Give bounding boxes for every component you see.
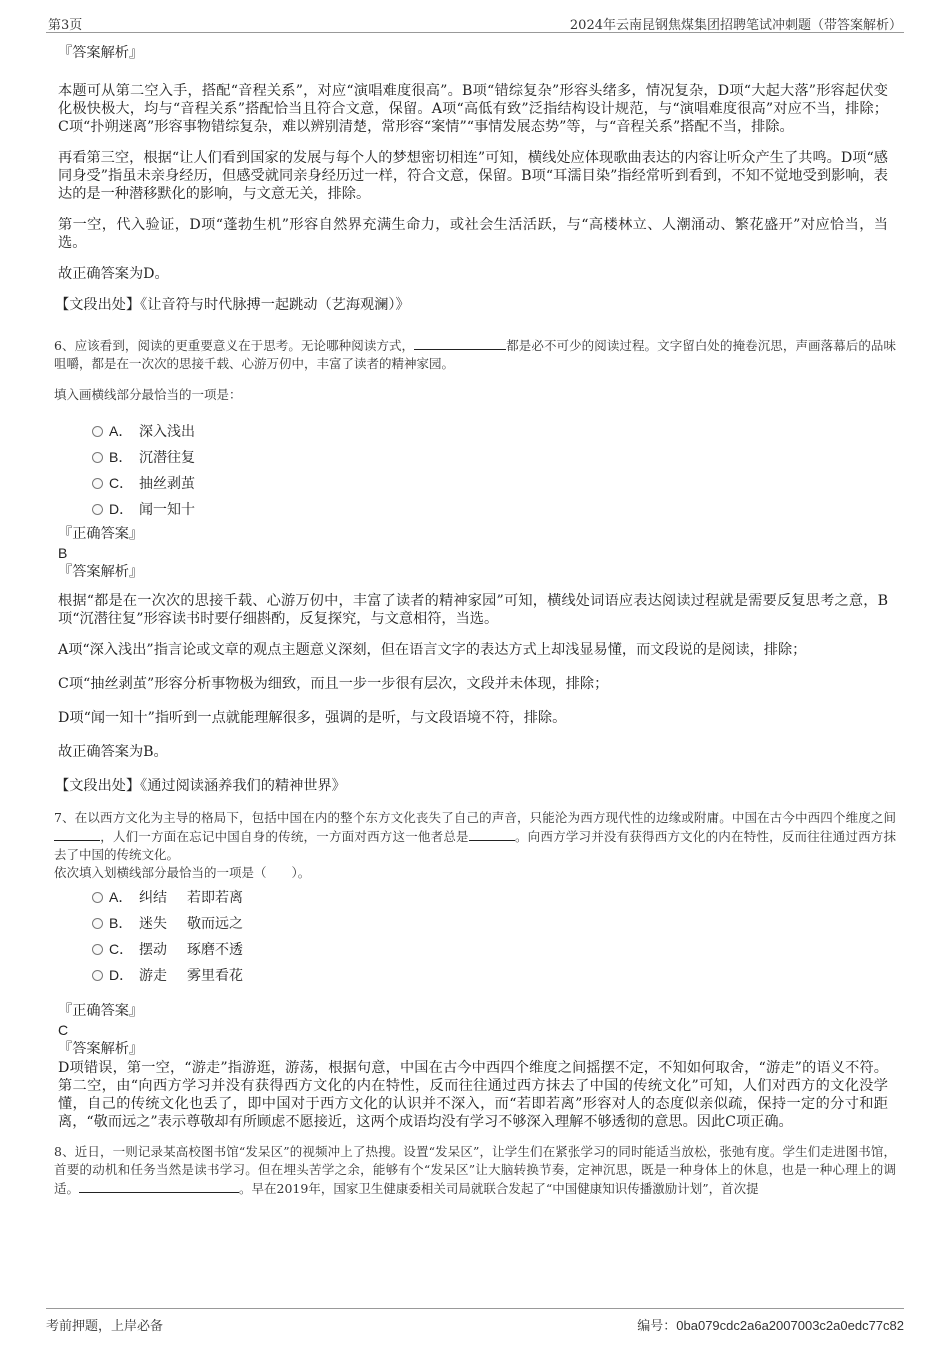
q6-correct-label: 『正确答案』 xyxy=(58,526,144,542)
q7-option-b[interactable]: B． 迷失 敬而远之 xyxy=(54,910,896,936)
radio-button[interactable] xyxy=(92,478,103,489)
q5-answer-statement: 故正确答案为D。 xyxy=(58,266,169,282)
q7-option-c[interactable]: C． 摆动 琢磨不透 xyxy=(54,936,896,962)
q6-options xyxy=(54,418,896,522)
q6-correct-answer: B xyxy=(58,545,68,561)
radio-button[interactable] xyxy=(92,944,103,955)
q7-correct-answer: C xyxy=(58,1022,69,1038)
q6-option-d[interactable]: D． 闻一知十 xyxy=(54,496,896,522)
q6-stem: 6、应该看到，阅读的更重要意义在于思考。无论哪种阅读方式， 都是必不可少的阅读过程。文字留白处的掩卷沉思，声画落幕后的品味咀嚼，都是在一次次的思接千载、心游万仞中，丰富了读者的精神家园。 xyxy=(54,338,896,371)
page-footer xyxy=(46,1308,904,1333)
radio-button[interactable] xyxy=(92,426,103,437)
q7-prompt: 依次填入划横线部分最恰当的一项是（ ）。 xyxy=(54,865,311,880)
radio-button[interactable] xyxy=(92,504,103,515)
q6-answer-statement: 故正确答案为B。 xyxy=(58,744,168,760)
radio-button[interactable] xyxy=(92,452,103,463)
q5-analysis-paragraph: 第一空，代入验证，D项“蓬勃生机”形容自然界充满生命力，或社会生活活跃，与“高楼林立、人潮涌动、繁花盛开”对应恰当，当选。 xyxy=(58,217,888,251)
q6-analysis-paragraph: D项“闻一知十”指听到一点就能理解很多，强调的是听，与文段语境不符，排除。 xyxy=(58,710,567,726)
q7-analysis-paragraph: D项错误，第一空，“游走”指游逛，游荡，根据句意，中国在古今中西四个维度之间摇摆不定，不知如何取舍，“游走”的语义不符。第二空，由“向西方学习并没有获得西方文化的内在特性，反而往往通过西方抹去了中国的传统文化”可知，人们对西方的文化没学懂，自己的传统文化也丢了，即中国对于西方文化的认识并不深入，而“若即若离”形容对人的态度似亲似疏，保持一定的分寸和距离，“敬而远之”表示尊敬却有所顾虑不愿接近，这两个成语均没有学习不够深入理解不够透彻的意思。因此C项正确。 xyxy=(58,1060,888,1130)
question-6 xyxy=(54,336,896,522)
question-7 xyxy=(54,809,896,988)
q7-option-a[interactable]: A． 纠结 若即若离 xyxy=(54,884,896,910)
q6-option-a[interactable]: A． 深入浅出 xyxy=(54,418,896,444)
q6-source: 【文段出处】《通过阅读涵养我们的精神世界》 xyxy=(55,778,346,794)
q5-analysis-label: 『答案解析』 xyxy=(58,45,144,61)
document-title: 2024年云南昆钢焦煤集团招聘笔试冲刺题（带答案解析） xyxy=(569,18,902,33)
fill-blank xyxy=(414,336,506,350)
q5-analysis-paragraph: 本题可从第二空入手，搭配“音程关系”，对应“演唱难度很高”。B项“错综复杂”形容头绪多，情况复杂，D项“大起大落”形容起伏变化极快极大，均与“音程关系”搭配恰当且符合文意，保留。A项“高低有致”泛指结构设计规范，与“演唱难度很高”对应不当，排除；C项“扑朔迷离”形容事物错综复杂，难以辨别清楚，常形容“案情”“事情发展态势”等，与“音程关系”搭配不当，排除。 xyxy=(58,83,888,135)
question-8 xyxy=(54,1143,896,1198)
fill-blank xyxy=(79,1179,239,1193)
fill-blank xyxy=(469,827,515,841)
q6-analysis-paragraph: C项“抽丝剥茧”形容分析事物极为细致，而且一步一步很有层次，文段并未体现，排除； xyxy=(58,676,609,692)
q6-analysis-paragraph: 根据“都是在一次次的思接千载、心游万仞中，丰富了读者的精神家园”可知，横线处词语应表达阅读过程就是需要反复思考之意，B项“沉潜往复”形容读书时要仔细斟酌，反复探究，与文意相符，当选。 xyxy=(58,593,888,627)
q6-option-b[interactable]: B． 沉潜往复 xyxy=(54,444,896,470)
radio-button[interactable] xyxy=(92,970,103,981)
q6-prompt: 填入画横线部分最恰当的一项是： xyxy=(54,387,242,402)
footer-slogan: 考前押题，上岸必备 xyxy=(46,1319,164,1334)
q5-source: 【文段出处】《让音符与时代脉搏一起跳动（艺海观澜）》 xyxy=(55,297,410,313)
radio-button[interactable] xyxy=(92,918,103,929)
radio-button[interactable] xyxy=(92,892,103,903)
q6-analysis-label: 『答案解析』 xyxy=(58,564,144,580)
q7-options xyxy=(54,884,896,988)
page-header xyxy=(46,12,904,33)
q7-correct-label: 『正确答案』 xyxy=(58,1003,144,1019)
q8-stem: 8、近日，一则记录某高校图书馆“发呆区”的视频冲上了热搜。设置“发呆区”，让学生们在紧张学习的同时能适当放松，张弛有度。学生们走进图书馆，首要的动机和任务当然是读书学习。但在埋头苦学之余，能够有个“发呆区”让大脑转换节奏，定神沉思，既是一种身体上的休息，也是一种心理上的调适。 。早在2019年，国家卫生健康委相关司局就联合发起了“中国健康知识传播激励计划”，首次提 xyxy=(54,1144,896,1196)
q7-option-d[interactable]: D． 游走 雾里看花 xyxy=(54,962,896,988)
q6-option-c[interactable]: C． 抽丝剥茧 xyxy=(54,470,896,496)
page-number: 第3页 xyxy=(48,18,83,33)
q7-analysis-label: 『答案解析』 xyxy=(58,1041,144,1057)
document-code: 编号：0ba079cdc2a6a2007003c2a0edc77c82 xyxy=(637,1318,904,1334)
document-body xyxy=(54,44,896,1198)
fill-blank xyxy=(54,827,100,841)
q6-analysis-paragraph: A项“深入浅出”指言论或文章的观点主题意义深刻，但在语言文字的表达方式上却浅显易懂，而文段说的是阅读，排除； xyxy=(58,642,807,658)
q5-analysis-paragraph: 再看第三空，根据“让人们看到国家的发展与每个人的梦想密切相连”可知，横线处应体现歌曲表达的内容让听众产生了共鸣。D项“感同身受”指虽未亲身经历，但感受就同亲身经历过一样，符合文意，保留。B项“耳濡目染”指经常听到看到，不知不觉地受到影响，表达的是一种潜移默化的影响，与文意无关，排除。 xyxy=(58,150,888,202)
q7-stem: 7、在以西方文化为主导的格局下，包括中国在内的整个东方文化丧失了自己的声音，只能沦为西方现代性的边缘或附庸。中国在古今中西四个维度之间，人们一方面在忘记中国自身的传统，一方面对西方这一他者总是 。向西方学习并没有获得西方文化的内在特性，反而往往通过西方抹去了中国的传统文化。 xyxy=(54,810,896,862)
